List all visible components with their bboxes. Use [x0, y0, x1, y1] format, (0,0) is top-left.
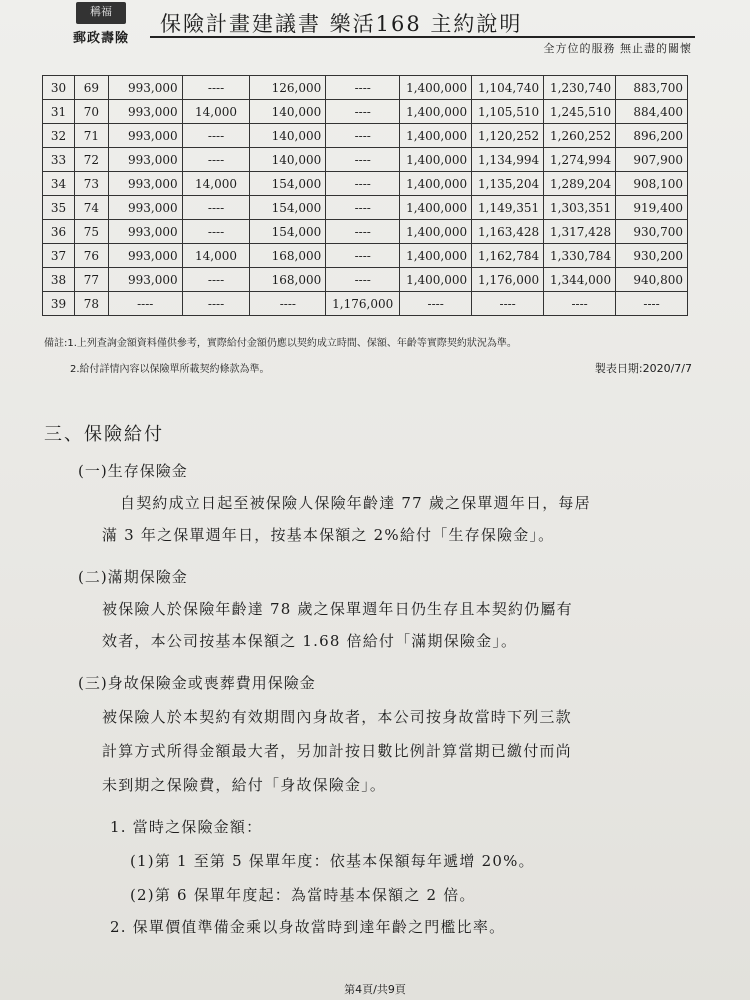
table-cell: 36: [43, 220, 75, 244]
table-cell: 78: [74, 292, 108, 316]
list-item: 2. 保單價值準備金乘以身故當時到達年齡之門檻比率。: [110, 918, 506, 936]
table-cell: 940,800: [616, 268, 688, 292]
table-row: [43, 124, 688, 148]
table-cell: 1,245,510: [544, 100, 616, 124]
benefit-table: [42, 75, 688, 316]
table-cell: 1,176,000: [326, 292, 400, 316]
table-cell: ----: [108, 292, 182, 316]
paragraph-line: 自契約成立日起至被保險人保險年齡達 77 歲之保單週年日，每居: [120, 494, 591, 512]
table-cell: ----: [326, 124, 400, 148]
header-slogan: 全方位的服務 無止盡的關懷: [543, 42, 692, 55]
table-cell: 14,000: [182, 172, 250, 196]
table-cell: 1,105,510: [472, 100, 544, 124]
table-cell: 1,135,204: [472, 172, 544, 196]
table-cell: 31: [43, 100, 75, 124]
table-cell: 1,176,000: [472, 268, 544, 292]
table-cell: 908,100: [616, 172, 688, 196]
table-cell: 1,400,000: [400, 148, 472, 172]
table-cell: ----: [182, 196, 250, 220]
table-cell: 883,700: [616, 76, 688, 100]
paragraph-line: 被保險人於本契約有效期間內身故者，本公司按身故當時下列三款: [102, 708, 572, 726]
table-cell: 1,400,000: [400, 124, 472, 148]
paragraph-line: 未到期之保險費，給付「身故保險金」。: [102, 776, 387, 794]
table-cell: 896,200: [616, 124, 688, 148]
table-cell: 37: [43, 244, 75, 268]
table-cell: 993,000: [108, 124, 182, 148]
table-cell: 1,400,000: [400, 172, 472, 196]
table-cell: 1,104,740: [472, 76, 544, 100]
table-cell: 1,149,351: [472, 196, 544, 220]
logo-text: 郵政壽險: [72, 31, 129, 46]
table-cell: 14,000: [182, 244, 250, 268]
table-cell: 140,000: [250, 100, 326, 124]
table-cell: 930,700: [616, 220, 688, 244]
note-1: 備註:1.上列查詢金額資料僅供參考，實際給付金額仍應以契約成立時間、保額、年齡等實際契約狀況為準。: [44, 338, 517, 349]
table-cell: 993,000: [108, 172, 182, 196]
table-cell: 33: [43, 148, 75, 172]
table-cell: 993,000: [108, 220, 182, 244]
table-cell: 71: [74, 124, 108, 148]
table-cell: ----: [182, 292, 250, 316]
table-cell: 919,400: [616, 196, 688, 220]
table-cell: 993,000: [108, 100, 182, 124]
table-cell: 34: [43, 172, 75, 196]
table-cell: ----: [544, 292, 616, 316]
table-cell: ----: [326, 244, 400, 268]
table-cell: ----: [182, 124, 250, 148]
table-row: [43, 148, 688, 172]
table-cell: 154,000: [250, 196, 326, 220]
table-row: [43, 196, 688, 220]
page-number: 第4頁/共9頁: [344, 983, 406, 996]
note-2: 2.給付詳情內容以保險單所載契約條款為準。: [70, 364, 270, 375]
table-cell: ----: [250, 292, 326, 316]
table-cell: 1,400,000: [400, 196, 472, 220]
table-cell: ----: [182, 148, 250, 172]
table-cell: 1,317,428: [544, 220, 616, 244]
table-cell: 168,000: [250, 244, 326, 268]
paragraph-line: 計算方式所得金額最大者，另加計按日數比例計算當期已繳付而尚: [102, 742, 572, 760]
table-cell: ----: [400, 292, 472, 316]
table-cell: ----: [326, 76, 400, 100]
table-cell: 1,400,000: [400, 100, 472, 124]
table-cell: 38: [43, 268, 75, 292]
table-date: 製表日期:2020/7/7: [594, 362, 692, 375]
subsection-title-maturity: (二)滿期保險金: [78, 568, 188, 586]
table-cell: 993,000: [108, 196, 182, 220]
table-cell: 76: [74, 244, 108, 268]
list-item: (1)第 1 至第 5 保單年度：依基本保額每年遞增 20%。: [130, 852, 535, 870]
list-item: 1. 當時之保險金額：: [110, 818, 263, 836]
table-cell: ----: [326, 220, 400, 244]
table-cell: ----: [326, 100, 400, 124]
company-logo: [58, 2, 144, 46]
table-cell: ----: [326, 268, 400, 292]
subsection-title-death: (三)身故保險金或喪葬費用保險金: [78, 674, 316, 692]
table-cell: 72: [74, 148, 108, 172]
table-row: [43, 76, 688, 100]
table-cell: 1,230,740: [544, 76, 616, 100]
table-cell: 32: [43, 124, 75, 148]
table-cell: 1,260,252: [544, 124, 616, 148]
table-cell: 1,162,784: [472, 244, 544, 268]
table-row: [43, 100, 688, 124]
table-cell: ----: [616, 292, 688, 316]
table-cell: 1,400,000: [400, 76, 472, 100]
table-cell: 993,000: [108, 148, 182, 172]
table-cell: 140,000: [250, 148, 326, 172]
table-cell: ----: [182, 220, 250, 244]
table-cell: ----: [182, 76, 250, 100]
page-title: 保險計畫建議書 樂活168 主約說明: [160, 12, 523, 36]
table-row: [43, 244, 688, 268]
table-cell: 75: [74, 220, 108, 244]
table-cell: ----: [326, 196, 400, 220]
table-cell: 126,000: [250, 76, 326, 100]
table-row: [43, 172, 688, 196]
table-cell: 154,000: [250, 220, 326, 244]
table-cell: 1,120,252: [472, 124, 544, 148]
table-cell: 1,344,000: [544, 268, 616, 292]
table-cell: 35: [43, 196, 75, 220]
table-cell: 907,900: [616, 148, 688, 172]
table-cell: 930,200: [616, 244, 688, 268]
table-cell: 993,000: [108, 244, 182, 268]
table-cell: 14,000: [182, 100, 250, 124]
table-cell: ----: [472, 292, 544, 316]
section-title: 三、保險給付: [44, 424, 164, 445]
table-cell: 993,000: [108, 268, 182, 292]
table-body: [43, 76, 688, 316]
header-divider: [150, 36, 695, 38]
logo-emblem-text: 稱福: [90, 5, 112, 18]
table-cell: 168,000: [250, 268, 326, 292]
table-cell: 1,303,351: [544, 196, 616, 220]
table-cell: 1,400,000: [400, 220, 472, 244]
table-cell: 1,330,784: [544, 244, 616, 268]
table-cell: 140,000: [250, 124, 326, 148]
table-cell: 1,274,994: [544, 148, 616, 172]
table-cell: 1,163,428: [472, 220, 544, 244]
table-cell: 993,000: [108, 76, 182, 100]
table-cell: 1,400,000: [400, 268, 472, 292]
table-row: [43, 292, 688, 316]
table-cell: 73: [74, 172, 108, 196]
table-cell: 1,289,204: [544, 172, 616, 196]
table-cell: ----: [326, 148, 400, 172]
table-cell: 1,134,994: [472, 148, 544, 172]
table-cell: 77: [74, 268, 108, 292]
table-cell: 74: [74, 196, 108, 220]
table-cell: 30: [43, 76, 75, 100]
table-cell: 70: [74, 100, 108, 124]
table-cell: 39: [43, 292, 75, 316]
list-item: (2)第 6 保單年度起：為當時基本保額之 2 倍。: [130, 886, 476, 904]
subsection-title-survival: (一)生存保險金: [78, 462, 188, 480]
table-cell: 69: [74, 76, 108, 100]
table-cell: 884,400: [616, 100, 688, 124]
table-cell: ----: [182, 268, 250, 292]
paragraph-line: 被保險人於保險年齡達 78 歲之保單週年日仍生存且本契約仍屬有: [102, 600, 573, 618]
paragraph-line: 滿 3 年之保單週年日，按基本保額之 2%給付「生存保險金」。: [102, 526, 555, 544]
table-cell: 1,400,000: [400, 244, 472, 268]
paragraph-line: 效者，本公司按基本保額之 1.68 倍給付「滿期保險金」。: [102, 632, 518, 650]
table-row: [43, 220, 688, 244]
table-cell: ----: [326, 172, 400, 196]
table-cell: 154,000: [250, 172, 326, 196]
table-row: [43, 268, 688, 292]
